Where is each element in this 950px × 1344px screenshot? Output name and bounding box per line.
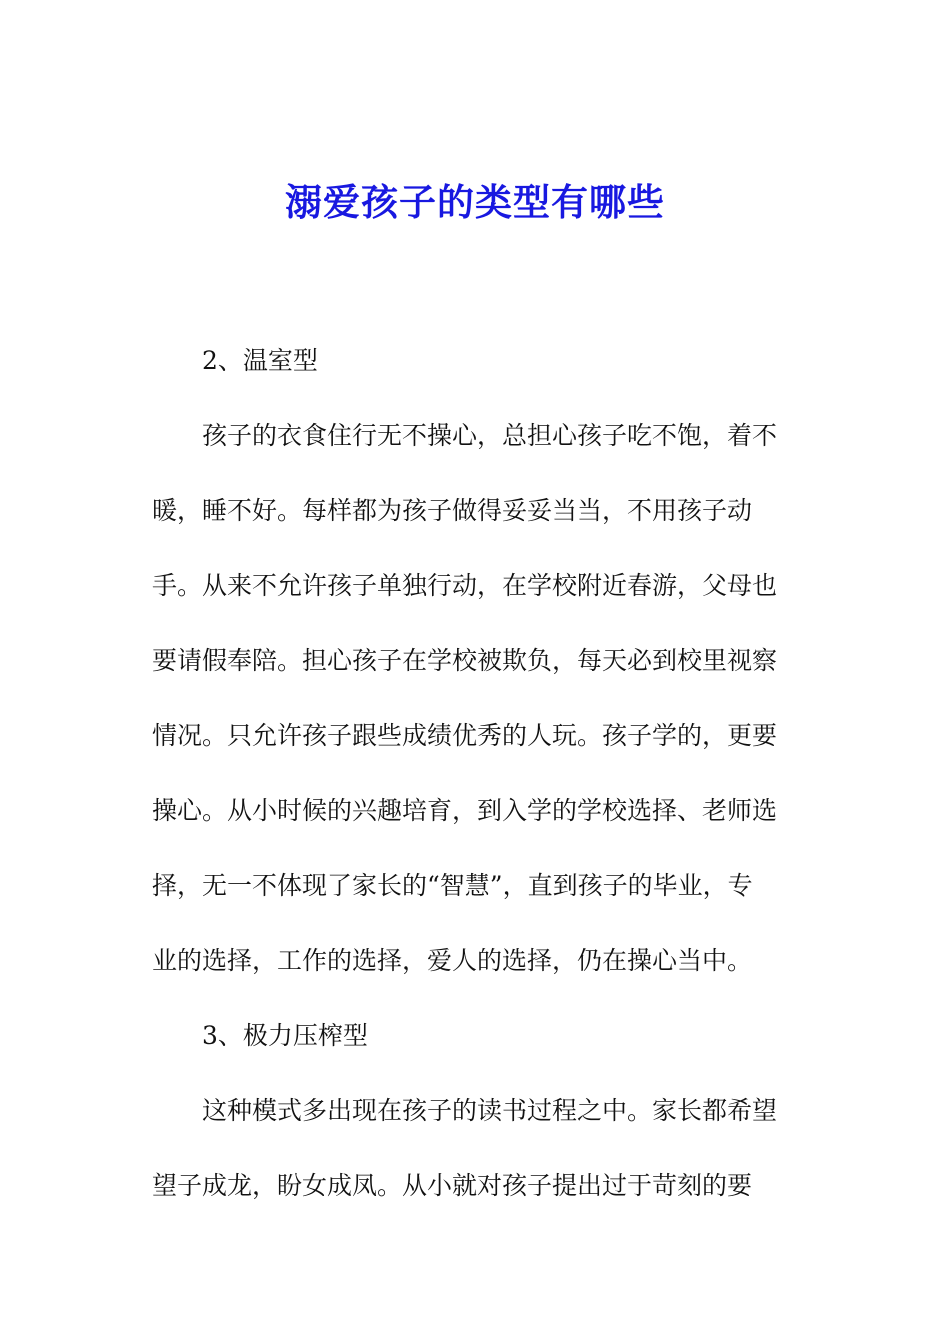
paragraph-line: 操心。从小时候的兴趣培育，到入学的学校选择、老师选 [152, 796, 778, 825]
paragraph-line: 手。从来不允许孩子单独行动，在学校附近春游，父母也 [152, 571, 778, 600]
section-heading-greenhouse: 2、温室型 [202, 346, 318, 375]
paragraph-line: 择，无一不体现了家长的“智慧”，直到孩子的毕业，专 [152, 871, 753, 900]
document-body [152, 323, 792, 1223]
document-title: 溺爱孩子的类型有哪些 [285, 180, 665, 224]
paragraph-line: 暖，睡不好。每样都为孩子做得妥妥当当，不用孩子动 [152, 496, 753, 525]
paragraph-line: 望子成龙，盼女成凤。从小就对孩子提出过于苛刻的要 [152, 1171, 753, 1200]
paragraph-line: 情况。只允许孩子跟些成绩优秀的人玩。孩子学的，更要 [152, 721, 778, 750]
paragraph-line: 要请假奉陪。担心孩子在学校被欺负，每天必到校里视察 [152, 646, 778, 675]
paragraph-line: 孩子的衣食住行无不操心，总担心孩子吃不饱，着不 [202, 421, 778, 450]
paragraph-line: 这种模式多出现在孩子的读书过程之中。家长都希望 [202, 1096, 778, 1125]
section-heading-squeeze: 3、极力压榨型 [202, 1021, 368, 1050]
paragraph-line: 业的选择，工作的选择，爱人的选择，仍在操心当中。 [152, 946, 753, 975]
